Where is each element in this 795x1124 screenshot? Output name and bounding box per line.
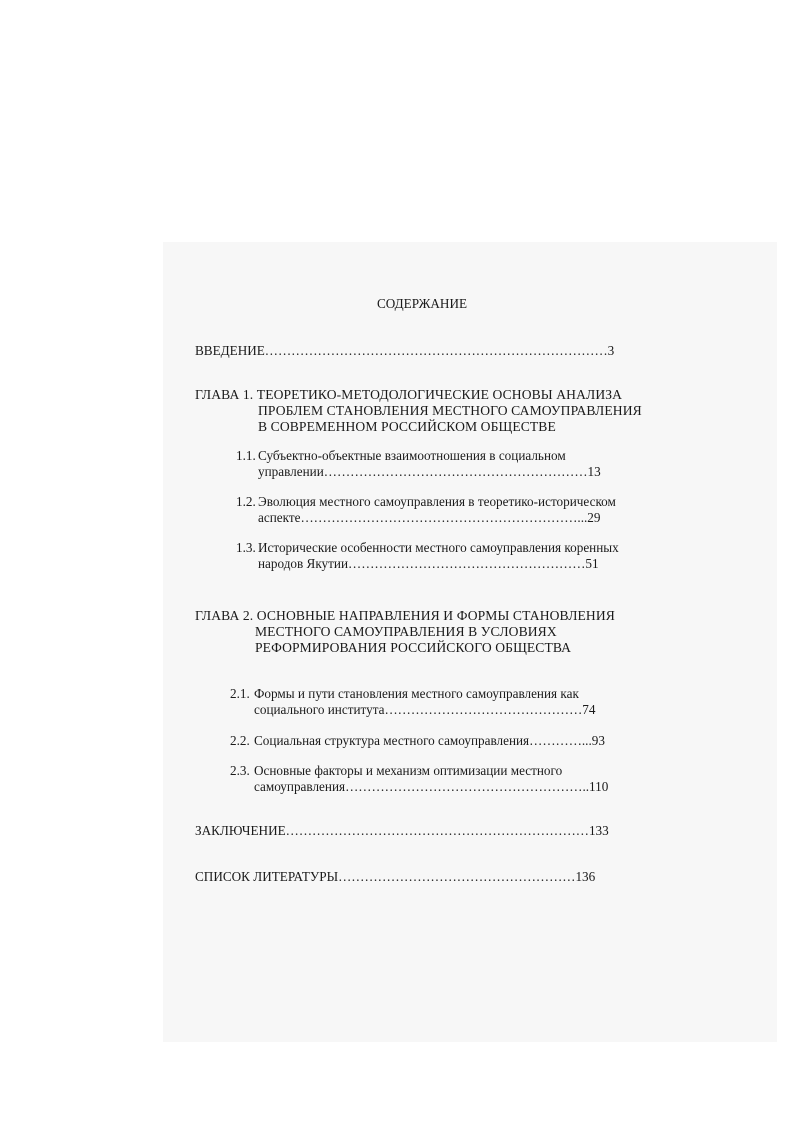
section-1-3-line2: народов Якутии………………………………………………51 xyxy=(258,556,599,571)
chapter-2-heading-line1: ГЛАВА 2. ОСНОВНЫЕ НАПРАВЛЕНИЯ И ФОРМЫ СТАНОВЛЕНИЯ xyxy=(195,608,615,623)
section-1-1-line2: управлении……………………………………………………13 xyxy=(258,464,601,479)
section-2-3-line2: самоуправления………………………………………………..110 xyxy=(254,779,609,794)
section-2-2-line1: Социальная структура местного самоуправления…………...93 xyxy=(254,733,605,748)
section-number: 1.3. xyxy=(236,540,256,555)
section-2-1-line1: Формы и пути становления местного самоуправления как xyxy=(254,686,579,701)
section-1-3-line1: Исторические особенности местного самоуправления коренных xyxy=(258,540,619,555)
chapter-1-heading-line3: В СОВРЕМЕННОМ РОССИЙСКОМ ОБЩЕСТВЕ xyxy=(258,419,556,434)
section-number: 1.1. xyxy=(236,448,256,463)
section-number: 2.3. xyxy=(230,763,250,778)
toc-title: СОДЕРЖАНИЕ xyxy=(377,296,468,311)
toc-entry-bibliography: СПИСОК ЛИТЕРАТУРЫ………………………………………………136 xyxy=(195,869,596,884)
toc-entry-intro: ВВЕДЕНИЕ……………………………………………………………………3 xyxy=(195,343,615,358)
section-1-2-line1: Эволюция местного самоуправления в теоретико-историческом xyxy=(258,494,616,509)
chapter-1-heading-line2: ПРОБЛЕМ СТАНОВЛЕНИЯ МЕСТНОГО САМОУПРАВЛЕНИЯ xyxy=(258,403,642,418)
chapter-1-heading-line1: ГЛАВА 1. ТЕОРЕТИКО-МЕТОДОЛОГИЧЕСКИЕ ОСНОВЫ АНАЛИЗА xyxy=(195,387,623,402)
section-number: 1.2. xyxy=(236,494,256,509)
section-2-3-line1: Основные факторы и механизм оптимизации местного xyxy=(254,763,563,778)
section-number: 2.1. xyxy=(230,686,250,701)
section-number: 2.2. xyxy=(230,733,250,748)
section-1-1-line1: Субъектно-объектные взаимоотношения в социальном xyxy=(258,448,566,463)
toc-entry-conclusion: ЗАКЛЮЧЕНИЕ……………………………………………………………133 xyxy=(195,823,609,838)
section-2-1-line2: социального института………………………………………74 xyxy=(254,702,596,717)
chapter-2-heading-line3: РЕФОРМИРОВАНИЯ РОССИЙСКОГО ОБЩЕСТВА xyxy=(255,640,572,655)
section-1-2-line2: аспекте………………………………………………………...29 xyxy=(258,510,601,525)
chapter-2-heading-line2: МЕСТНОГО САМОУПРАВЛЕНИЯ В УСЛОВИЯХ xyxy=(255,624,557,639)
